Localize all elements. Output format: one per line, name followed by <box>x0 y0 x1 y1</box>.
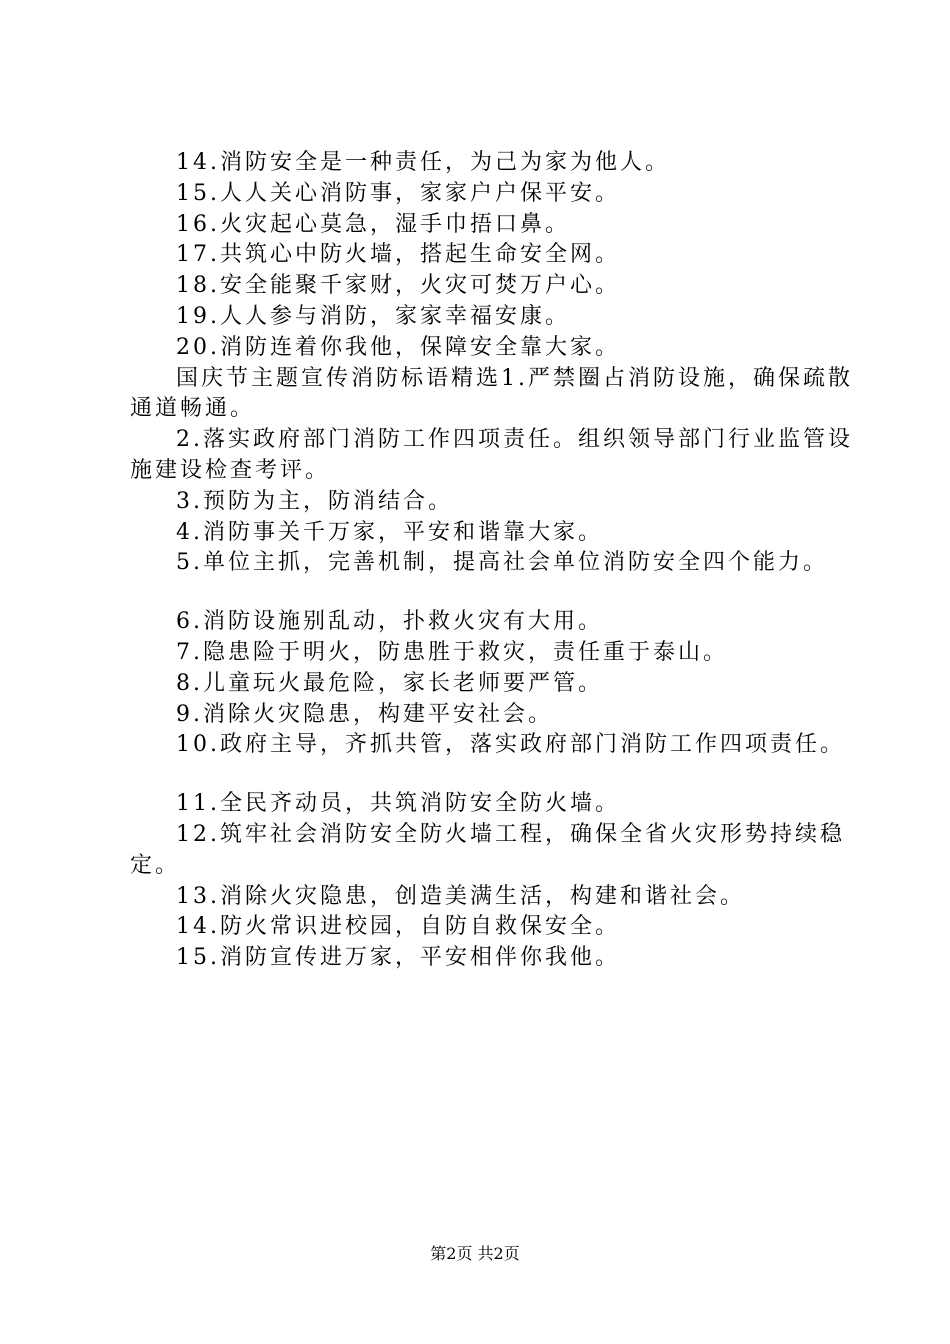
slogan-paragraph: 11.全民齐动员，共筑消防安全防火墙。 <box>176 791 620 817</box>
paragraph-spacer <box>130 579 860 607</box>
slogan-paragraph: 15.消防宣传进万家，平安相伴你我他。 <box>176 945 620 971</box>
slogan-paragraph: 12.筑牢社会消防安全防火墙工程，确保全省火灾形势持续稳定。 <box>130 821 845 878</box>
slogan-paragraph: 19.人人参与消防，家家幸福安康。 <box>176 303 570 329</box>
slogan-paragraph: 16.火灾起心莫急，湿手巾捂口鼻。 <box>176 211 570 237</box>
slogan-paragraph: 9.消除火灾隐患，构建平安社会。 <box>176 701 553 727</box>
slogan-paragraph: 3.预防为主，防消结合。 <box>176 488 453 514</box>
slogan-paragraph: 6.消防设施别乱动，扑救火灾有大用。 <box>176 609 603 635</box>
slogan-paragraph: 14.消防安全是一种责任，为己为家为他人。 <box>176 150 670 175</box>
slogan-paragraph: 20.消防连着你我他，保障安全靠大家。 <box>176 334 620 360</box>
slogan-paragraph: 18.安全能聚千家财，火灾可焚万户心。 <box>176 273 620 299</box>
slogan-paragraph: 15.人人关心消防事，家家户户保平安。 <box>176 180 620 206</box>
slogan-paragraph: 13.消除火灾隐患，创造美满生活，构建和谐社会。 <box>176 883 745 909</box>
slogan-paragraph: 2.落实政府部门消防工作四项责任。组织领导部门行业监管设施建设检查考评。 <box>130 427 853 483</box>
page-footer <box>0 1243 950 1265</box>
slogan-paragraph: 17.共筑心中防火墙，搭起生命安全网。 <box>176 242 620 268</box>
slogan-paragraph: 5.单位主抓，完善机制，提高社会单位消防安全四个能力。 <box>176 550 828 576</box>
slogan-paragraph: 国庆节主题宣传消防标语精选1.严禁圈占消防设施，确保疏散通道畅通。 <box>130 365 853 422</box>
paragraph-spacer <box>130 761 860 789</box>
document-body <box>130 148 860 974</box>
slogan-paragraph: 4.消防事关千万家，平安和谐靠大家。 <box>176 519 603 545</box>
slogan-paragraph: 8.儿童玩火最危险，家长老师要严管。 <box>176 670 603 696</box>
slogan-paragraph: 7.隐患险于明火，防患胜于救灾，责任重于泰山。 <box>176 639 728 665</box>
slogan-paragraph: 10.政府主导，齐抓共管，落实政府部门消防工作四项责任。 <box>176 732 845 758</box>
slogan-paragraph: 14.防火常识进校园，自防自救保安全。 <box>176 914 620 940</box>
page-number: 第2页 共2页 <box>430 1244 520 1263</box>
